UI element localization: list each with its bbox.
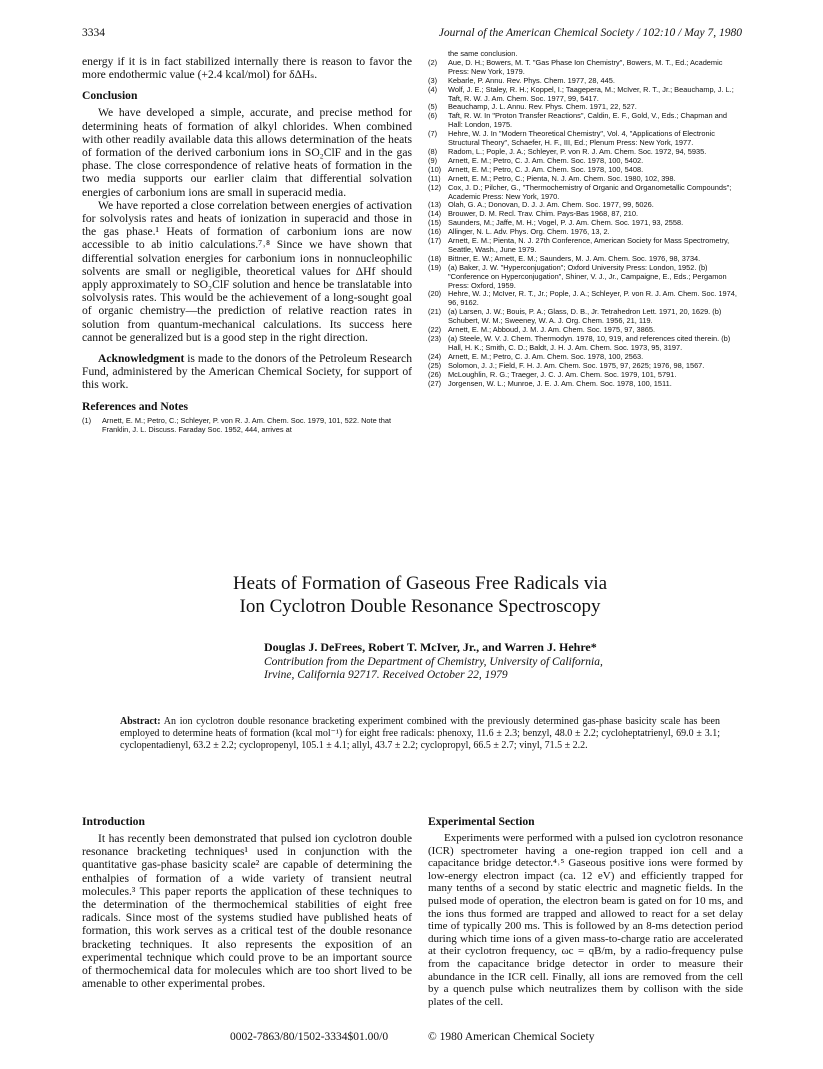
reference-number: (15) [428, 218, 442, 228]
journal-citation: Journal of the American Chemical Society / 102:10 / May 7, 1980 [438, 27, 742, 39]
reference-text: Bittner, E. W.; Arnett, E. M.; Saunders, M. J. Am. Chem. Soc. 1976, 98, 3734. [448, 253, 701, 263]
references-list-start [82, 417, 412, 435]
experimental-paragraph: Experiments were performed with a pulsed ion cyclotron resonance (ICR) spectrometer having a one-region trapped ion cell and a capacitance bridge detector.⁴˒⁵ Gaseous positive ions were formed by low-energy electron impact (ca. 12 eV) and efficiently trapped for many tenths of a second by static electric and magnetic fields. In the pulsed mode of operation, the electron beam is gated on for 10 ms, and the ions thus formed are trapped and allowed to react for a set delay time of typically 200 ms. This is followed by an 8-ms detection period during which time ions of a given mass-to-charge ratio are accelerated at their cyclotron frequency, ωc = qB/m, by a radio-frequency pulse from the capacitance bridge detector in order to measure their abundance in the ICR cell. Finally, all ions are removed from the cell by a quench pulse which neutralizes them by collison with the side plates of the cell. [428, 832, 743, 1008]
acknowledgment-paragraph [82, 352, 412, 392]
reference-number: (11) [428, 173, 441, 183]
reference-text: Arnett, E. M.; Petro, C. J. Am. Chem. Soc. 1978, 100, 2563. [448, 351, 644, 361]
reference-number: (21) [428, 307, 442, 317]
reference-number: (23) [428, 334, 442, 343]
abstract-lead: Abstract: [120, 716, 161, 727]
reference-text: Arnett, E. M.; Petro, C.; Pienta, N. J. Am. Chem. Soc. 1980, 102, 398. [448, 173, 676, 183]
reference-text: Saunders, M.; Jaffe, M. H.; Vogel, P. J. Am. Chem. Soc. 1971, 93, 2558. [448, 218, 684, 228]
article-affiliation [264, 656, 664, 682]
reference-text: Cox, J. D.; Pilcher, G., "Thermochemistry of Organic and Organometallic Compounds"; Academic Press: New York, 1970. [448, 182, 732, 201]
article-title-line-2: Ion Cyclotron Double Resonance Spectroscopy [239, 596, 601, 617]
reference-text: Arnett, E. M.; Petro, C. J. Am. Chem. Soc. 1978, 100, 5402. [448, 155, 644, 165]
reference-item [428, 112, 743, 130]
abstract [120, 716, 720, 752]
experimental-column [428, 815, 743, 1008]
reference-number: (12) [428, 182, 442, 192]
reference-text: Solomon, J. J.; Field, F. H. J. Am. Chem. Soc. 1975, 97, 2625; 1976, 98, 1567. [448, 360, 705, 370]
reference-text: the same conclusion. [448, 49, 518, 58]
reference-text: Arnett, E. M.; Petro, C.; Schleyer, P. von R. J. Am. Chem. Soc. 1979, 101, 522. Note that Franklin, J. L. Discuss. Faraday Soc. 1952, 444, arrives at [102, 415, 392, 434]
reference-text: (a) Larsen, J. W.; Bouis, P. A.; Glass, D. B., Jr. Tetrahedron Lett. 1971, 20, 1629. (b) Schubert, W. M.; Sweeney, W. A. J. Org. Chem. 1956, 21, 119. [448, 307, 722, 326]
reference-number: (9) [428, 155, 438, 165]
reference-number: (13) [428, 200, 442, 210]
reference-number: (25) [428, 360, 442, 370]
right-column-references [428, 50, 743, 388]
reference-number: (14) [428, 209, 442, 219]
reference-number: (18) [428, 253, 442, 263]
reference-item [428, 380, 743, 389]
reference-item [82, 417, 412, 435]
reference-item [428, 237, 743, 255]
reference-number: (10) [428, 164, 442, 174]
reference-text: Allinger, N. L. Adv. Phys. Org. Chem. 1976, 13, 2. [448, 227, 610, 237]
reference-number: (5) [428, 102, 438, 112]
affiliation-line-2: Irvine, California 92717. Received October 22, 1979 [264, 669, 508, 681]
reference-number: (3) [428, 75, 438, 85]
reference-number: (27) [428, 378, 442, 388]
acknowledgment-lead: Acknowledgment [98, 352, 185, 366]
reference-text: Brouwer, D. M. Recl. Trav. Chim. Pays-Bas 1968, 87, 210. [448, 209, 639, 219]
reference-text: Aue, D. H.; Bowers, M. T. "Gas Phase Ion Chemistry", Bowers, M. T., Ed.; Academic Press: New York, 1979. [448, 57, 723, 76]
conclusion-paragraph-2: We have reported a close correlation between energies of activation for solvolysis rates and heats of ionization in superacid and those in the gas phase.¹ Heats of formation of carbonium ions are now accessible to ab initio calculations.⁷˒⁸ Since we have shown that differential solvation energies for carbonium ions in nonnucleophilic solvents are small or negligible, theoretical values for ΔHf should apply approximately to SO₂ClF solution and hence be translatable into solvolysis rates. This would be the achievement of a long-sought goal of organic chemistry—the prediction of relative reaction rates in solution from quantum-mechanical calculations. Its success here cannot be generalized but is a good step in the right direction. [82, 198, 412, 344]
reference-text: Arnett, E. M.; Pienta, N. J. 27th Conference, American Society for Mass Spectrometry, Seattle, Wash., June 1979. [448, 236, 730, 254]
article-title-line-1: Heats of Formation of Gaseous Free Radicals via [232, 573, 608, 594]
acknowledgment-text: is made to the donors of the Petroleum Research Fund, administered by the American Chemical Society, for support of this work. [82, 352, 412, 392]
reference-number: (22) [428, 325, 442, 335]
reference-item [428, 130, 743, 148]
reference-text: Arnett, E. M.; Abboud, J. M. J. Am. Chem. Soc. 1975, 97, 3865. [448, 325, 656, 335]
reference-number: (7) [428, 129, 438, 139]
reference-text: (a) Baker, J. W. "Hyperconjugation"; Oxford University Press: London, 1952. (b) "Conference on Hyperconjugation", Shiner, V. J., Jr., Campaigne, E., Eds.; Pergamon Press: Oxford, 1959. [448, 262, 727, 290]
reference-text: McLoughlin, R. G.; Traeger, J. C. J. Am. Chem. Soc. 1979, 101, 5791. [448, 369, 677, 379]
page-number: 3334 [82, 27, 105, 39]
introduction-heading: Introduction [82, 815, 145, 828]
reference-number: (24) [428, 351, 442, 361]
reference-item [428, 335, 743, 353]
reference-number: (19) [428, 262, 442, 272]
references-heading: References and Notes [82, 399, 189, 413]
reference-text: Beauchamp, J. L. Annu. Rev. Phys. Chem. 1971, 22, 527. [448, 102, 637, 112]
article-title [200, 572, 640, 618]
reference-item [428, 86, 743, 104]
conclusion-paragraph-1: We have developed a simple, accurate, and precise method for determining heats of formation of alkyl chlorides. When combined with other readily available data this allows determination of the heats of formation of the derived carbonium ions in SO₂ClF and in the gas phase. The close correspondence of relative heats of formation in the two media supports our earlier claim that differential solvation energies of carbonium ions are small in superacid media. [82, 106, 412, 199]
reference-item [428, 290, 743, 308]
introduction-paragraph: It has recently been demonstrated that pulsed ion cyclotron double resonance bracketing techniques¹ used in conjunction with the quantitative gas-phase basicity scale² are capable of determining the enthalpies of formation of a wide variety of transient neutral molecules.³ This paper reports the application of these techniques to the determination of the thermochemical stabilities of eight free radicals. Since most of the systems studied have published heats of formation, this work serves as a critical test of the double resonance bracketing techniques. It also represents the exposition of an experimental technique which could prove to be an important source of thermochemical data for molecules which are too short lived to be amenable to other experimental probes. [82, 832, 412, 991]
reference-item [428, 184, 743, 202]
reference-number: (17) [428, 236, 442, 246]
reference-text: Hehre, W. J. In "Modern Theoretical Chemistry", Vol. 4, "Applications of Electronic Structural Theory", Schaefer, H. F., III, Ed.; Plenum Press: New York, 1977. [448, 129, 715, 148]
affiliation-line-1: Contribution from the Department of Chemistry, University of California, [264, 656, 603, 668]
reference-text: Kebarle, P. Annu. Rev. Phys. Chem. 1977, 28, 445. [448, 75, 615, 85]
reference-number: (20) [428, 289, 442, 299]
reference-text: Arnett, E. M.; Petro, C. J. Am. Chem. Soc. 1978, 100, 5408. [448, 164, 644, 174]
reference-number: (2) [428, 57, 438, 67]
abstract-text: An ion cyclotron double resonance bracketing experiment combined with the previously determined gas-phase basicity scale has been employed to determine heats of formation (kcal mol⁻¹) for eight free radicals: phenoxy, 11.6 ± 2.3; benzyl, 48.0 ± 2.2; cycloheptatrienyl, 69.0 ± 3.1; cyclopentadienyl, 63.2 ± 2.2; cyclopropenyl, 105.1 ± 4.1; allyl, 43.7 ± 2.2; cyclopropyl, 66.5 ± 2.7; vinyl, 71.5 ± 2.2. [120, 716, 720, 751]
reference-number: (6) [428, 111, 438, 121]
left-column [82, 55, 412, 434]
reference-number: (26) [428, 369, 442, 379]
reference-number: (4) [428, 84, 438, 94]
reference-text: Hehre, W. J.; McIver, R. T., Jr.; Pople, J. A.; Schleyer, P. von R. J. Am. Chem. Soc. 1974, 96, 9162. [448, 289, 737, 308]
article-code: 0002-7863/80/1502-3334$01.00/0 [230, 1031, 389, 1043]
conclusion-heading: Conclusion [82, 89, 138, 103]
reference-number: (1) [82, 415, 92, 425]
references-list [428, 50, 743, 388]
copyright: © 1980 American Chemical Society [428, 1031, 595, 1043]
reference-item [428, 264, 743, 291]
carryover-paragraph: energy if it is in fact stabilized internally there is reason to favor the more endothermic value (+2.4 kcal/mol) for δΔHₛ. [82, 55, 412, 82]
reference-text: Taft, R. W. In "Proton Transfer Reactions", Caldin, E. F., Gold, V., Eds.; Chapman and Hall: London, 1975. [448, 111, 727, 130]
reference-text: Jorgensen, W. L.; Munroe, J. E. J. Am. Chem. Soc. 1978, 100, 1511. [448, 378, 672, 388]
reference-text: Radom, L.; Pople, J. A.; Schleyer, P. von R. J. Am. Chem. Soc. 1972, 94, 5935. [448, 146, 707, 156]
reference-item [428, 59, 743, 77]
experimental-heading: Experimental Section [428, 815, 535, 828]
running-header [82, 27, 742, 43]
article-authors: Douglas J. DeFrees, Robert T. McIver, Jr., and Warren J. Hehre* [264, 640, 597, 654]
reference-text: Olah, G. A.; Donovan, D. J. J. Am. Chem. Soc. 1977, 99, 5026. [448, 200, 654, 210]
reference-text: Wolf, J. E.; Staley, R. H.; Koppel, I.; Taagepera, M.; McIver, R. T., Jr.; Beauchamp, J. L.; Taft, R. W. J. Am. Chem. Soc. 1977, 99, 5417. [448, 84, 734, 103]
reference-text: (a) Steele, W. V. J. Chem. Thermodyn. 1978, 10, 919, and references cited therein. (b) Hall, H. K.; Smith, C. D.; Baldt, J. H. J. Am. Chem. Soc. 1973, 95, 3197. [448, 334, 731, 352]
reference-number: (8) [428, 146, 438, 156]
reference-number: (16) [428, 227, 442, 237]
introduction-column [82, 815, 412, 990]
reference-item [428, 308, 743, 326]
